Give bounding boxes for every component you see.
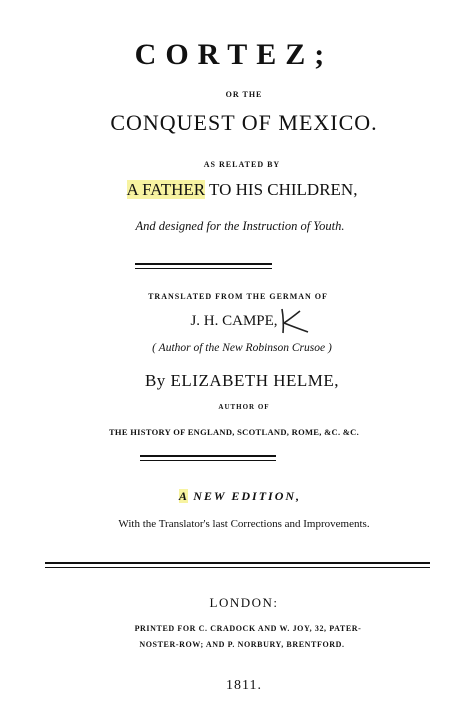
new-edition-text: NEW EDITION, <box>188 489 302 503</box>
divider-rule-1a <box>135 263 272 265</box>
author-of-text: AUTHOR OF <box>218 403 270 411</box>
edition-line <box>0 489 468 504</box>
book-subtitle: CONQUEST OF MEXICO. <box>110 110 378 135</box>
designed-for-text: And designed for the Instruction of Youth. <box>135 219 345 233</box>
translator-name: By ELIZABETH HELME, <box>144 371 340 390</box>
translator-source-name: J. H. CAMPE, <box>190 313 278 329</box>
highlighted-a: A <box>178 489 189 503</box>
divider-rule-2a <box>140 455 276 457</box>
divider-rule-3a <box>45 562 430 564</box>
book-title: CORTEZ; <box>134 38 334 71</box>
printer-line-2: NOSTER-ROW; AND P. NORBURY, BRENTFORD. <box>139 640 345 649</box>
campe-note: ( Author of the New Robinson Crusoe ) <box>152 342 332 354</box>
highlighted-a-father: A FATHER <box>126 180 206 199</box>
or-the-text: OR THE <box>225 90 263 99</box>
father-line <box>0 180 468 200</box>
translated-from-text: TRANSLATED FROM THE GERMAN OF <box>148 292 328 301</box>
divider-rule-1b <box>135 268 272 269</box>
other-works-text: THE HISTORY OF ENGLAND, SCOTLAND, ROME, &C. &C. <box>108 427 360 437</box>
handwritten-k-mark <box>278 305 324 337</box>
as-related-by-text: AS RELATED BY <box>203 160 281 169</box>
place-of-publication: LONDON: <box>209 595 279 610</box>
corrections-text: With the Translator's last Corrections and Improvements. <box>118 518 370 530</box>
divider-rule-2b <box>140 460 276 461</box>
printer-line-1: PRINTED FOR C. CRADOCK AND W. JOY, 32, PATER- <box>134 624 362 633</box>
publication-year: 1811. <box>226 678 262 693</box>
to-his-children-text: TO HIS CHILDREN, <box>205 180 358 199</box>
divider-rule-3b <box>45 567 430 568</box>
